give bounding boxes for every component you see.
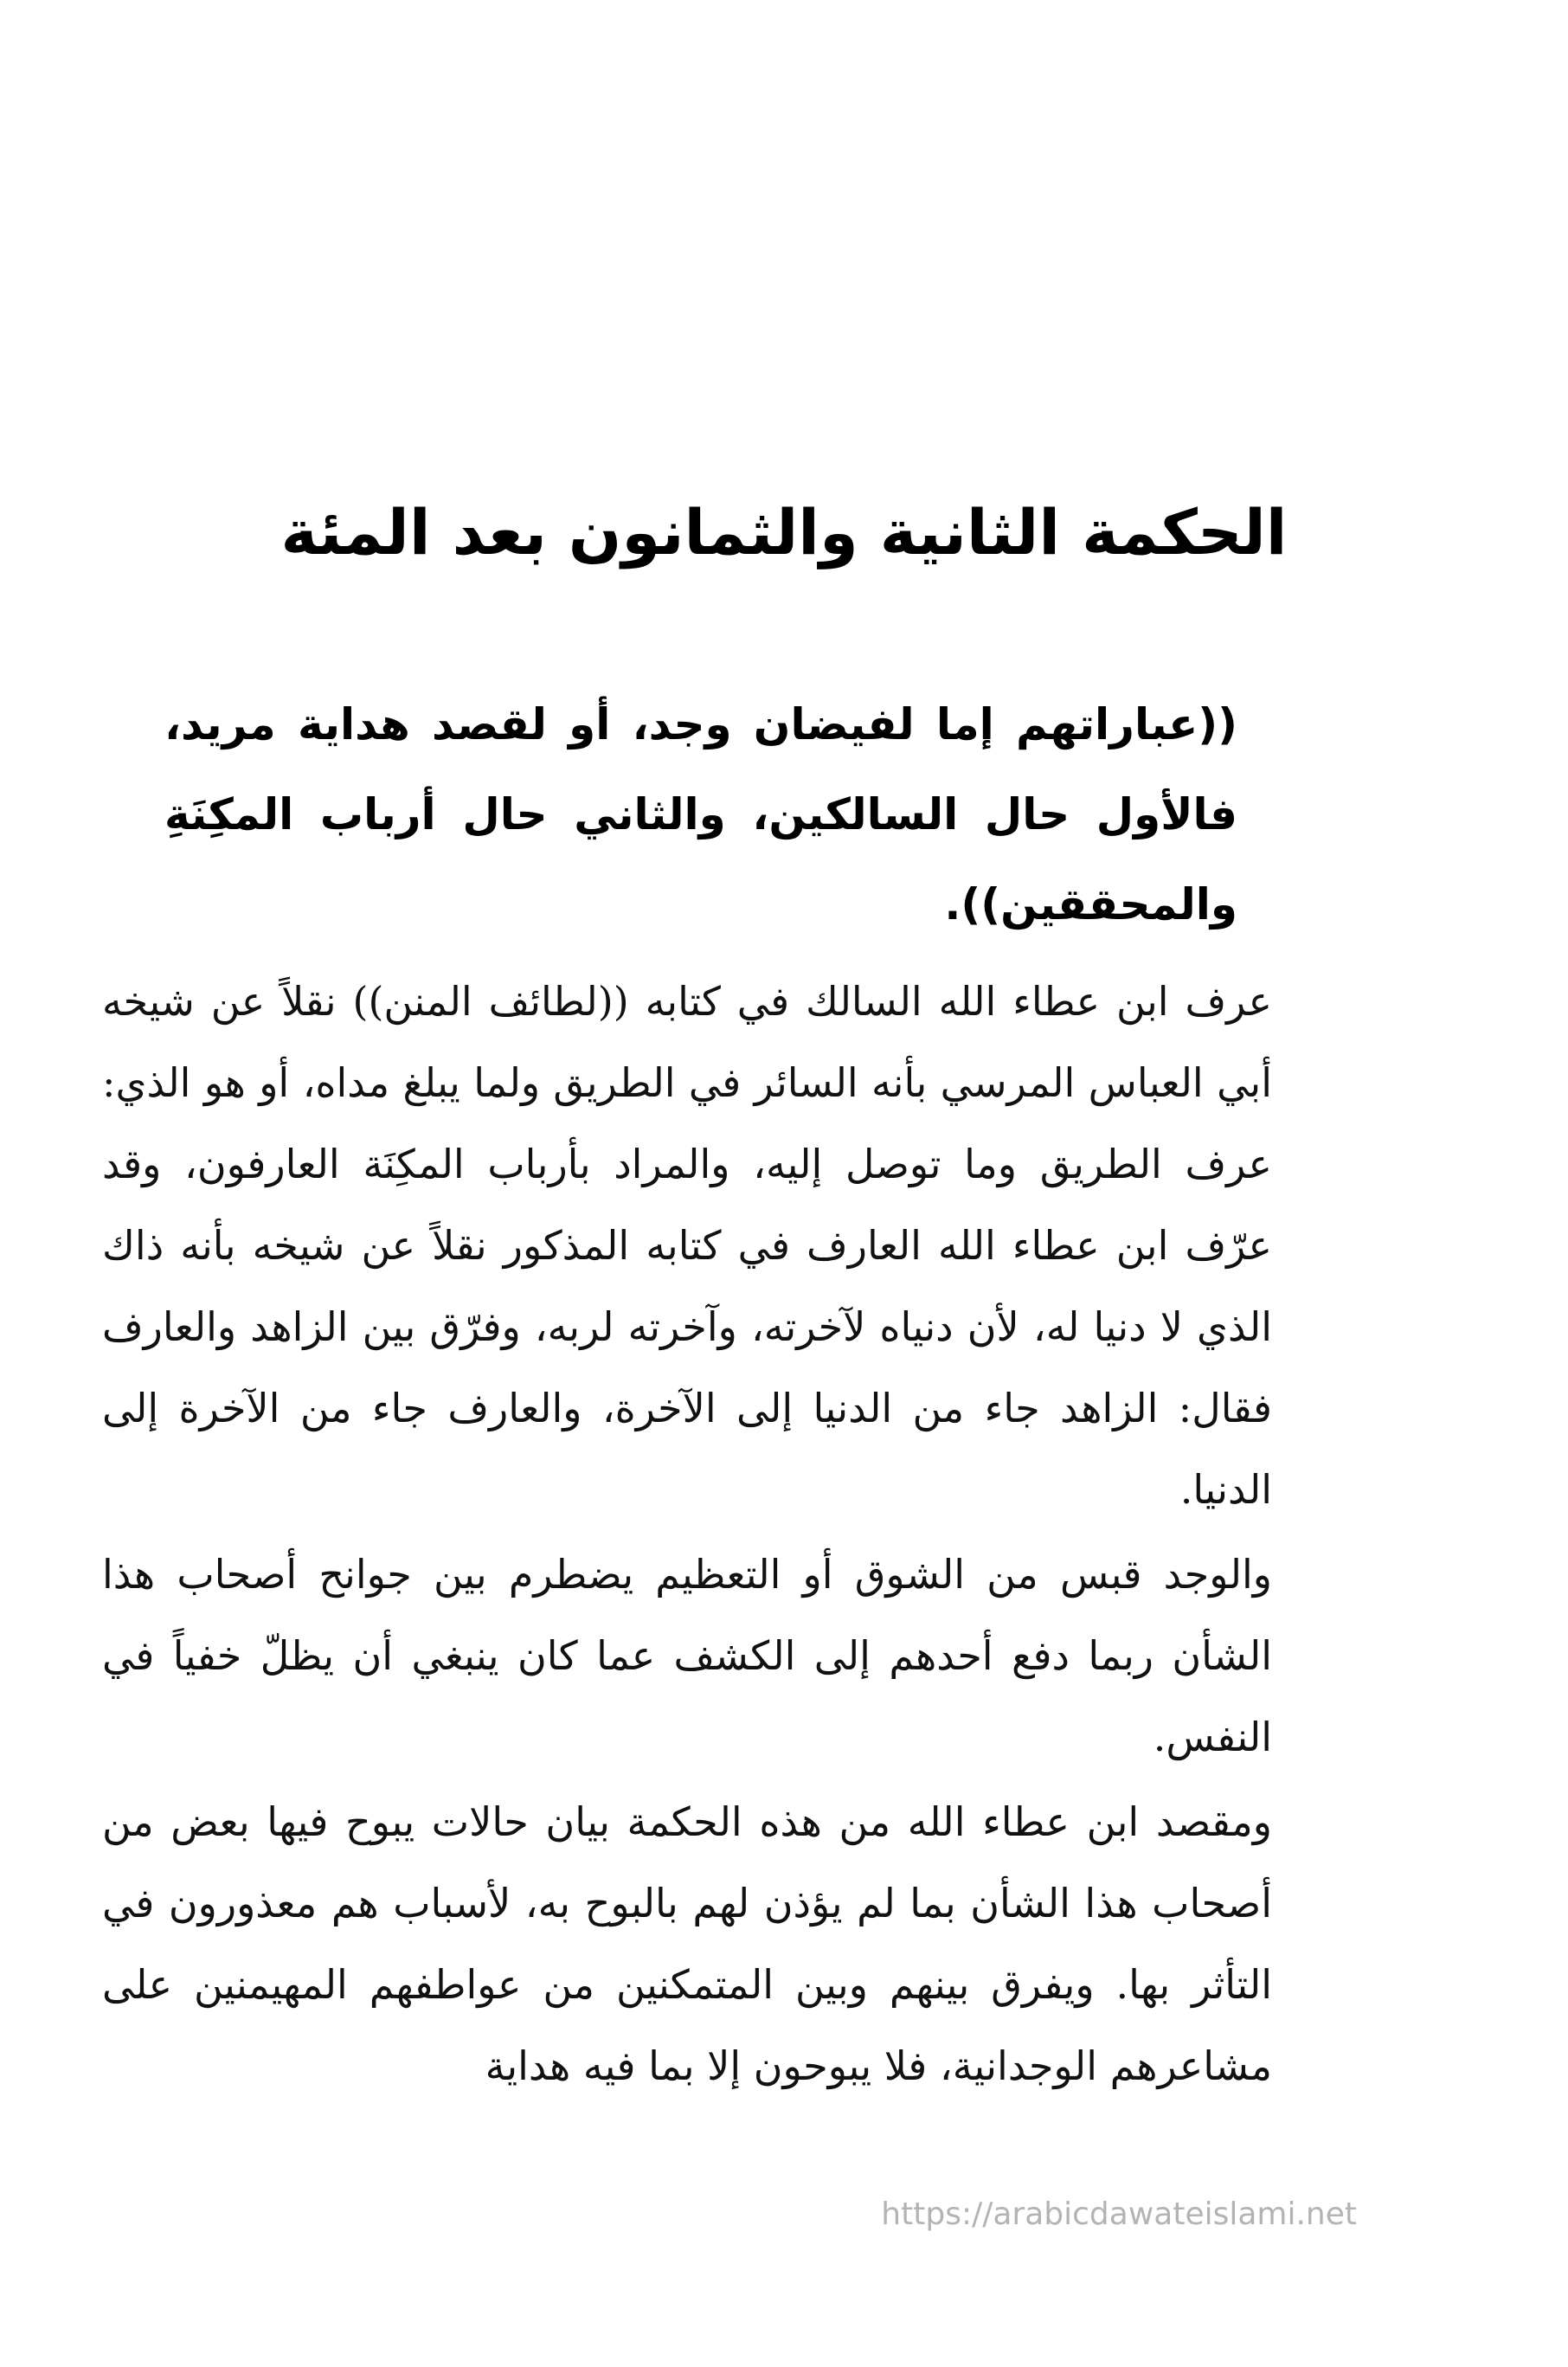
- commentary-body: [102, 961, 1272, 2107]
- chapter-heading: الحكمة الثانية والثمانون بعد المئة: [280, 496, 1288, 569]
- paragraph-2: والوجد قبس من الشوق أو التعظيم يضطرم بين جوانح أصحاب هذا الشأن ربما دفع أحدهم إلى الكشف عما كان ينبغي أن يظلّ خفياً في النفس.: [102, 1551, 1272, 1760]
- paragraph-1: عرف ابن عطاء الله السالك في كتابه ((لطائف المنن)) نقلاً عن شيخه أبي العباس المرسي بأنه السائر في الطريق ولما يبلغ مداه، أو هو الذي: عرف الطريق وما توصل إليه، والمراد بأرباب المكِنَة العارفون، وقد عرّف ابن عطاء الله العارف في كتابه المذكور نقلاً عن شيخه بأنه ذاك الذي لا دنيا له، لأن دنياه لآخرته، وآخرته لربه، وفرّق بين الزاهد والعارف فقال: الزاهد جاء من الدنيا إلى الآخرة، والعارف جاء من الآخرة إلى الدنيا.: [102, 978, 1272, 1513]
- wisdom-quote: ((عباراتهم إما لفيضان وجد، أو لقصد هداية مريد، فالأول حال السالكين، والثاني حال أرباب المكِنَةِ والمحققين)).: [164, 699, 1237, 929]
- paragraph-3: ومقصد ابن عطاء الله من هذه الحكمة بيان حالات يبوح فيها بعض من أصحاب هذا الشأن بما لم يؤذن لهم بالبوح به، لأسباب هم معذورون في التأثر بها. ويفرق بينهم وبين المتمكنين من عواطفهم المهيمنين على مشاعرهم الوجدانية، فلا يبوحون إلا بما فيه هداية: [102, 1798, 1272, 2089]
- source-watermark: https://arabicdawateislami.net: [881, 2197, 1357, 2232]
